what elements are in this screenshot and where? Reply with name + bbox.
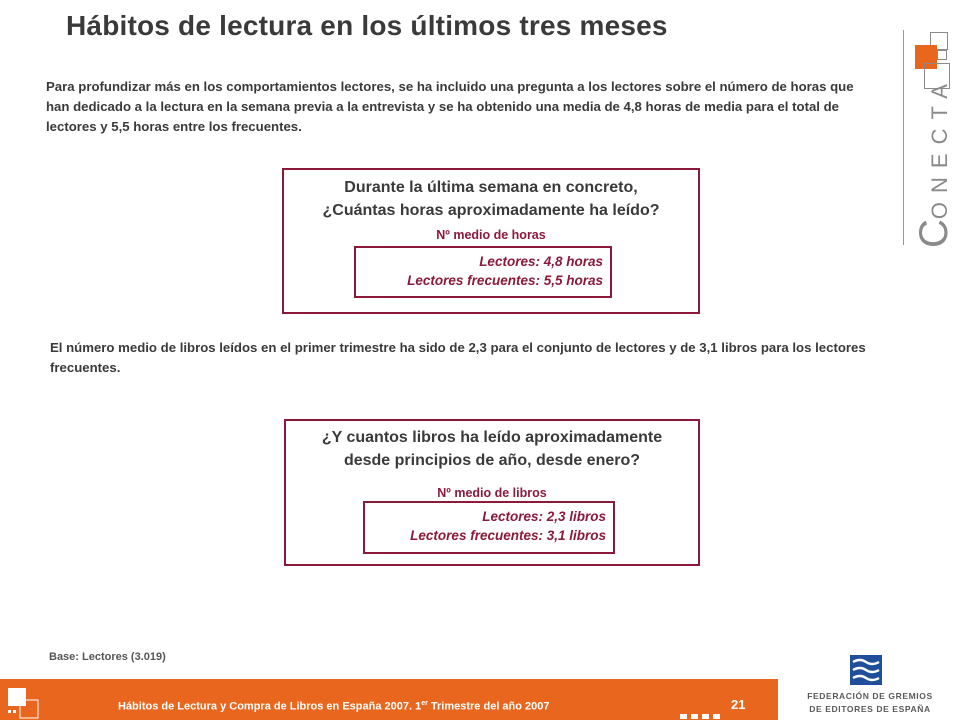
books-paragraph: El número medio de libros leídos en el primer trimestre ha sido de 2,3 para el conjunto de lectores y de 3,1 libros para los lectores frecuentes.	[50, 340, 866, 375]
federation-name	[800, 690, 940, 716]
footer-text-end: Trimestre del año 2007	[427, 700, 550, 713]
books-readers-value: Lectores: 2,3 libros	[482, 509, 606, 524]
intro-paragraph: Para profundizar más en los comportamientos lectores, se ha incluido una pregunta a los lectores sobre el número de horas que han dedicado a la lectura en la semana previa a la entrevista y se ha obtenido una media de 4,8 horas de media para el total de lectores y 5,5 horas entre los frecuentes.	[46, 79, 854, 134]
hours-question-box	[282, 168, 700, 314]
hours-frequent-readers-value: Lectores frecuentes: 5,5 horas	[407, 273, 603, 288]
conecta-divider	[903, 30, 904, 245]
federation-logo-icon	[850, 655, 882, 685]
corner-squares-icon	[6, 686, 40, 720]
conecta-logo-text	[912, 75, 957, 248]
hours-question	[284, 176, 698, 222]
books-frequent-readers-value: Lectores frecuentes: 3,1 libros	[410, 528, 606, 543]
hours-results-box	[354, 246, 612, 298]
books-subtitle: Nº medio de libros	[437, 486, 547, 500]
footer-text-main: Hábitos de Lectura y Compra de Libros en España 2007. 1	[118, 700, 422, 713]
conecta-rest: ONECTA	[927, 75, 952, 220]
books-question-line1: ¿Y cuantos libros ha leído aproximadamente	[321, 429, 663, 446]
page-number: 21	[731, 697, 746, 712]
page-title: Hábitos de lectura en los últimos tres meses	[66, 10, 668, 41]
footer-dots-icon	[680, 706, 724, 724]
books-question	[286, 426, 698, 472]
federation-line2: DE EDITORES DE ESPAÑA	[809, 704, 931, 714]
footer-text-sup: er	[421, 700, 428, 707]
books-results-box	[363, 501, 615, 554]
federation-line1: FEDERACIÓN DE GREMIOS	[807, 691, 933, 701]
base-note: Base: Lectores (3.019)	[49, 651, 166, 663]
books-question-line2: desde principios de año, desde enero?	[343, 452, 641, 469]
hours-subtitle: Nº medio de horas	[436, 228, 546, 242]
books-question-box	[284, 419, 700, 566]
hours-question-line1: Durante la última semana en concreto,	[344, 179, 638, 196]
hours-question-line2: ¿Cuántas horas aproximadamente ha leído?	[322, 202, 660, 219]
conecta-initial: C	[912, 219, 956, 248]
footer-text	[118, 700, 550, 713]
hours-readers-value: Lectores: 4,8 horas	[479, 254, 603, 269]
